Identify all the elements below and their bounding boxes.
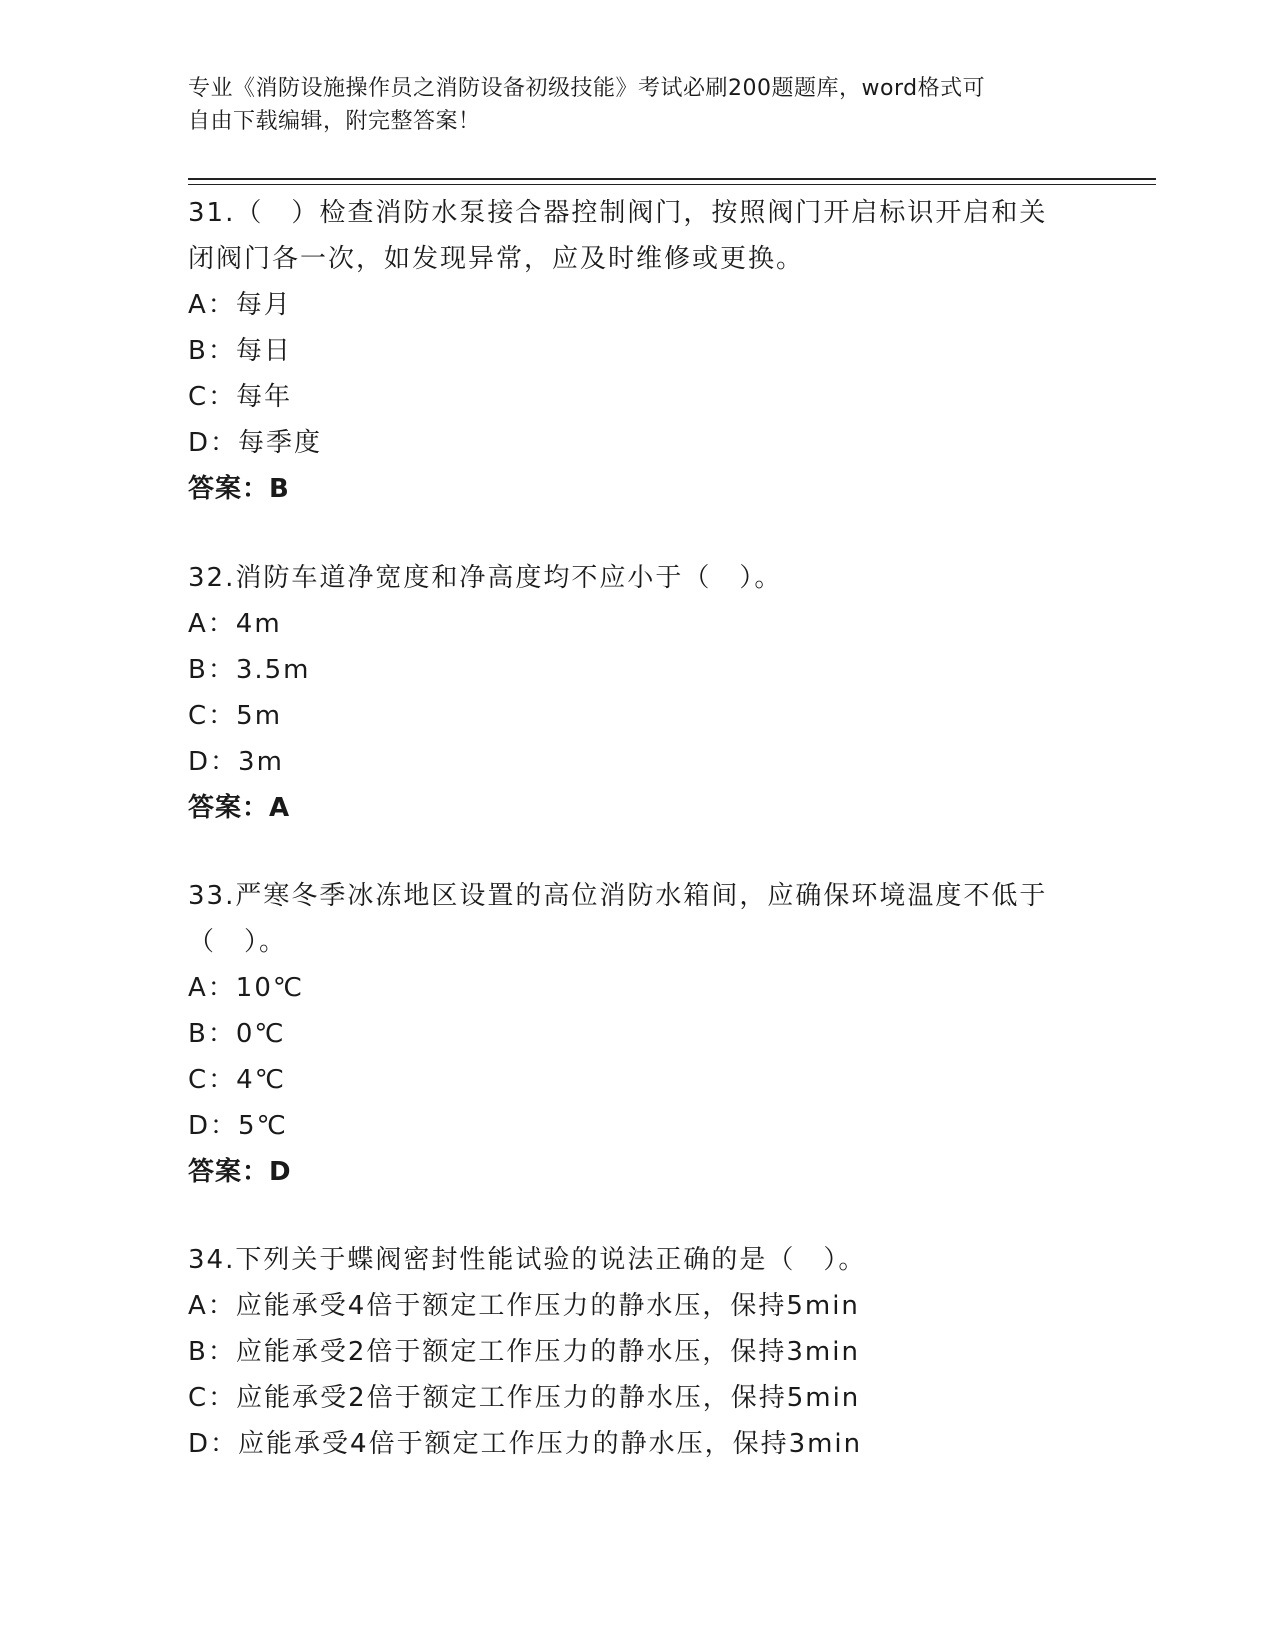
header-divider-thick xyxy=(188,178,1156,180)
option-a: A：10℃ xyxy=(188,973,305,1003)
option-b: B：每日 xyxy=(188,336,292,366)
question-stem-line-1: 31.（ ）检查消防水泵接合器控制阀门，按照阀门开启标识开启和关 xyxy=(188,198,1048,228)
option-b: B：应能承受2倍于额定工作压力的静水压，保持3min xyxy=(188,1337,860,1367)
question-stem-line-1: 33.严寒冬季冰冻地区设置的高位消防水箱间，应确保环境温度不低于 xyxy=(188,881,1048,911)
option-c: C：4℃ xyxy=(188,1065,286,1095)
header-divider-thin xyxy=(188,184,1156,185)
option-d: D：3m xyxy=(188,747,284,777)
option-a: A：4m xyxy=(188,609,282,639)
option-a: A：应能承受4倍于额定工作压力的静水压，保持5min xyxy=(188,1291,860,1321)
question-stem-line-1: 34.下列关于蝶阀密封性能试验的说法正确的是（ ）。 xyxy=(188,1245,867,1275)
question-31 xyxy=(188,190,1088,512)
question-stem-line-2: （ ）。 xyxy=(188,927,288,957)
question-stem-line-2: 闭阀门各一次，如发现异常，应及时维修或更换。 xyxy=(188,244,805,274)
answer-line: 答案：D xyxy=(188,1157,292,1187)
header-line-1: 专业《消防设施操作员之消防设备初级技能》考试必刷200题题库，word格式可 xyxy=(188,76,986,101)
option-d: D：5℃ xyxy=(188,1111,288,1141)
answer-line: 答案：A xyxy=(188,793,291,823)
option-c: C：应能承受2倍于额定工作压力的静水压，保持5min xyxy=(188,1383,861,1413)
option-c: C：5m xyxy=(188,701,283,731)
header-line-2: 自由下载编辑，附完整答案！ xyxy=(188,109,481,134)
answer-line: 答案：B xyxy=(188,474,290,504)
question-33 xyxy=(188,873,1088,1195)
option-d: D：应能承受4倍于额定工作压力的静水压，保持3min xyxy=(188,1429,863,1459)
document-header xyxy=(188,72,1068,138)
option-a: A：每月 xyxy=(188,290,292,320)
option-c: C：每年 xyxy=(188,382,293,412)
option-d: D：每季度 xyxy=(188,428,323,458)
question-32 xyxy=(188,555,1088,831)
question-stem-line-1: 32.消防车道净宽度和净高度均不应小于（ ）。 xyxy=(188,563,783,593)
option-b: B：0℃ xyxy=(188,1019,286,1049)
question-34 xyxy=(188,1237,1088,1467)
option-b: B：3.5m xyxy=(188,655,311,685)
